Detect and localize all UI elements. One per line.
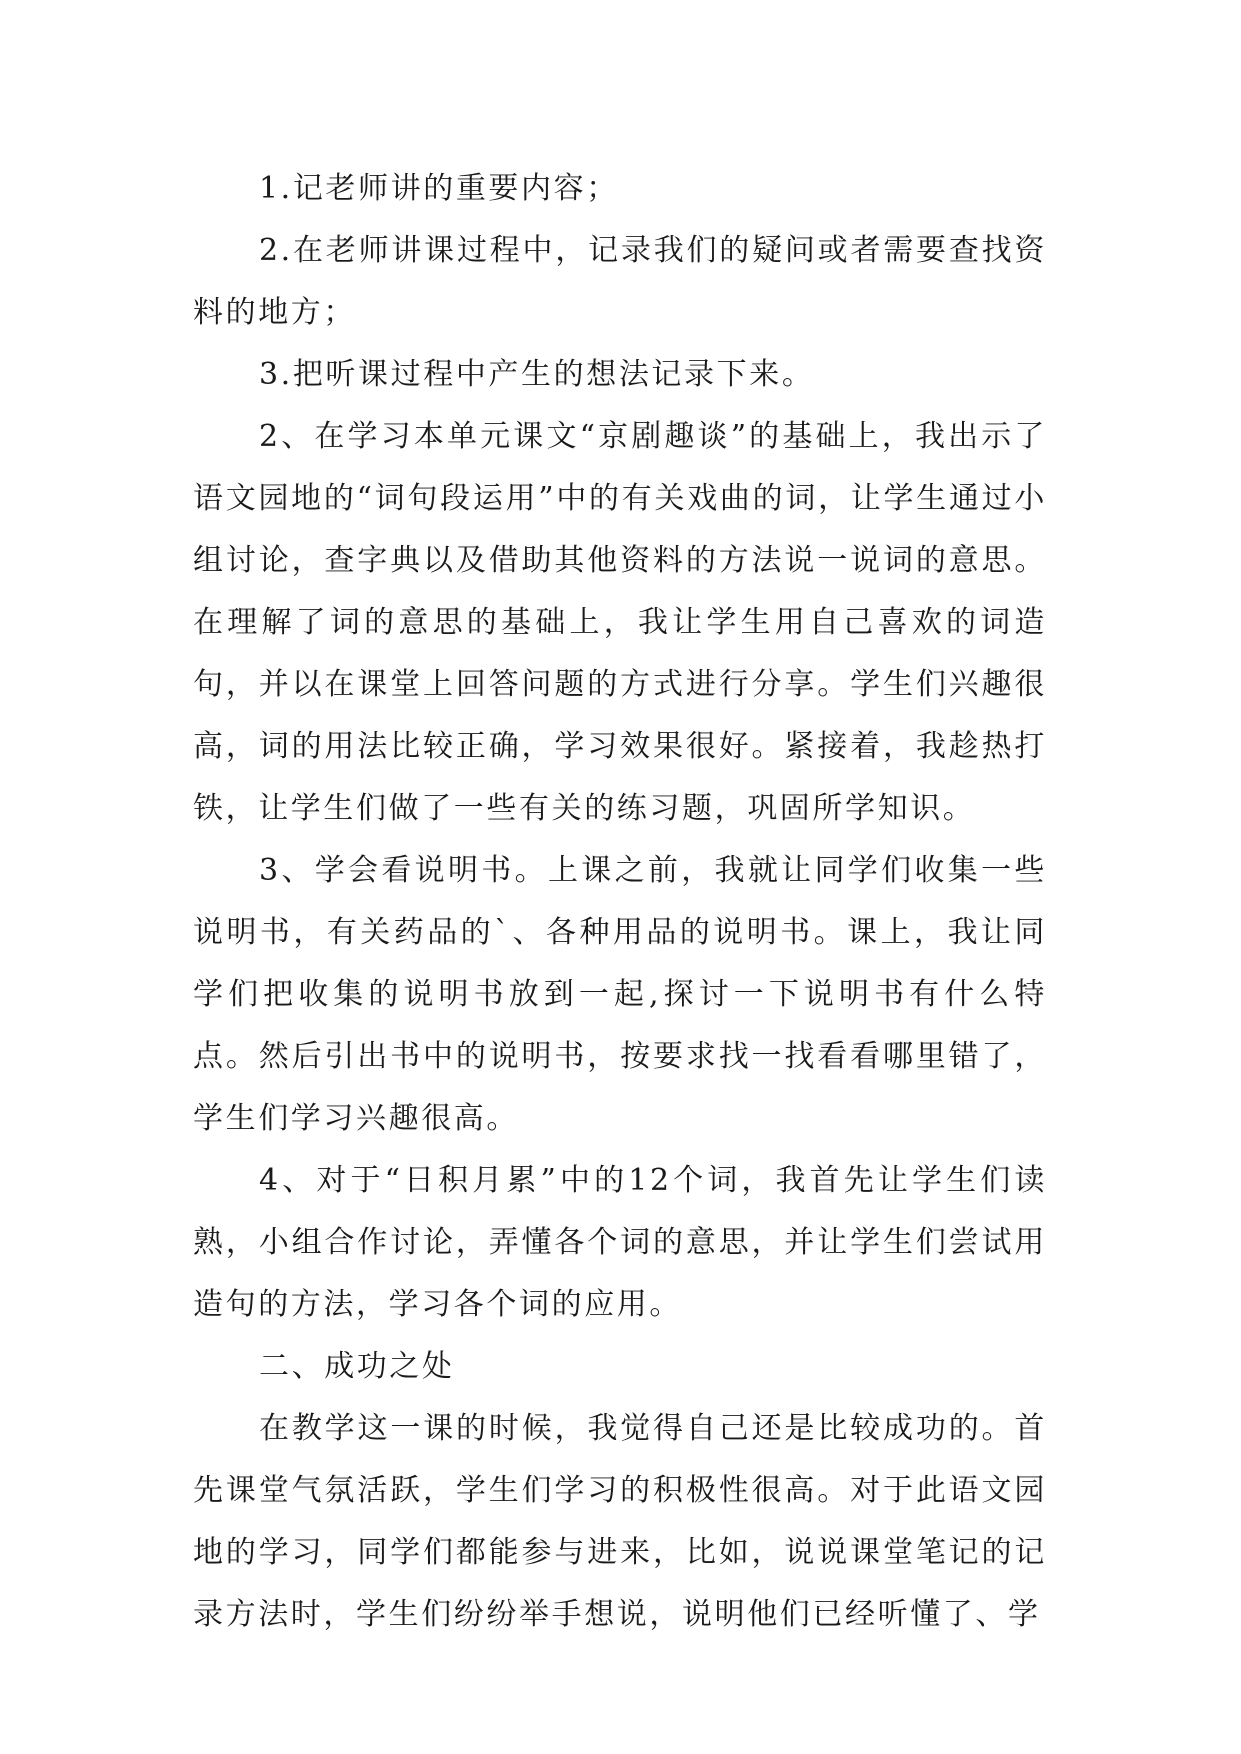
paragraph-success-body: 在教学这一课的时候，我觉得自己还是比较成功的。首先课堂气氛活跃，学生们学习的积极性很高。对于此语文园地的学习，同学们都能参与进来，比如，说说课堂笔记的记录方法时，学生们纷纷举手想说，说明他们已经听懂了、学 [193, 1411, 1047, 1632]
document-body [193, 158, 1047, 1646]
section-heading-success: 二、成功之处 [259, 1349, 455, 1384]
paragraph-note-item-1: 1.记老师讲的重要内容； [259, 171, 619, 206]
paragraph-note-item-3: 3.把听课过程中产生的想法记录下来。 [259, 357, 815, 392]
paragraph-section-2: 2、在学习本单元课文“京剧趣谈”的基础上，我出示了语文园地的“词句段运用”中的有关戏曲的词，让学生通过小组讨论，查字典以及借助其他资料的方法说一说词的意思。在理解了词的意思的基础上，我让学生用自己喜欢的词造句，并以在课堂上回答问题的方式进行分享。学生们兴趣很高，词的用法比较正确，学习效果很好。紧接着，我趁热打铁，让学生们做了一些有关的练习题，巩固所学知识。 [193, 419, 1047, 826]
paragraph-section-3: 3、学会看说明书。上课之前，我就让同学们收集一些说明书，有关药品的`、各种用品的说明书。课上，我让同学们把收集的说明书放到一起,探讨一下说明书有什么特点。然后引出书中的说明书，按要求找一找看看哪里错了，学生们学习兴趣很高。 [193, 853, 1047, 1136]
paragraph-note-item-2: 2.在老师讲课过程中，记录我们的疑问或者需要查找资料的地方； [193, 233, 1047, 330]
paragraph-section-4: 4、对于“日积月累”中的12个词，我首先让学生们读熟，小组合作讨论，弄懂各个词的意思，并让学生们尝试用造句的方法，学习各个词的应用。 [193, 1163, 1047, 1322]
